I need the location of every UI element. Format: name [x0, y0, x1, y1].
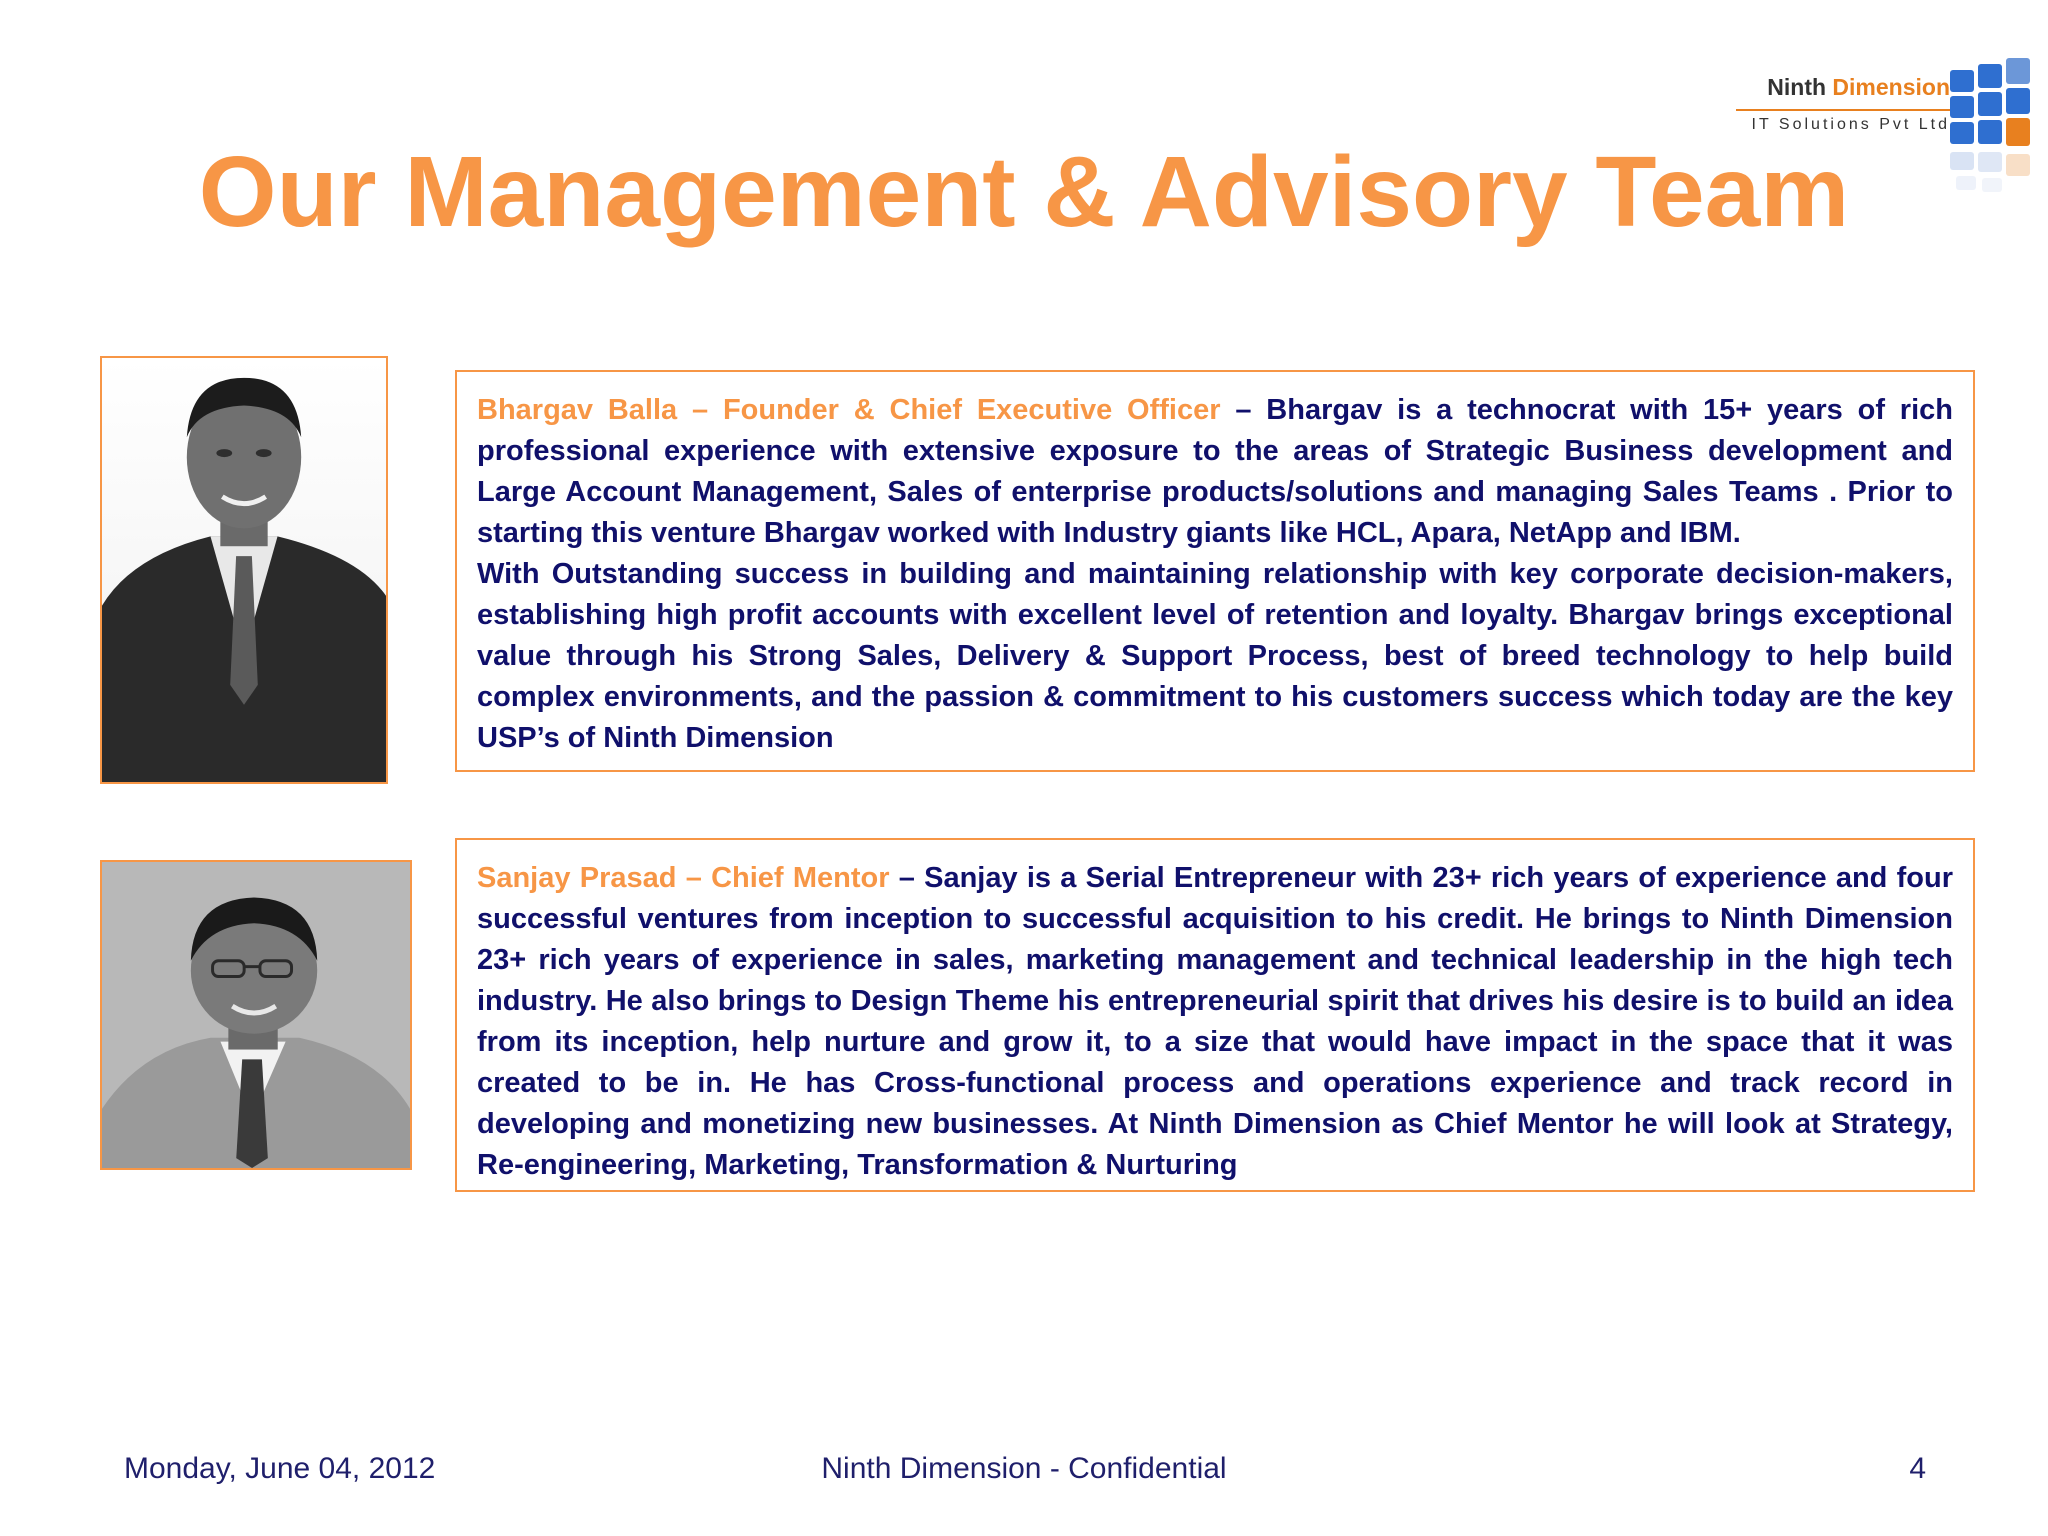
bio-box-bhargav: [455, 370, 1975, 772]
bio-text: Bhargav is a technocrat with 15+ years of rich professional experience with extensive exposure to the areas of Strategic Business development and Large Account Management, Sales of enterprise products/solutions and managing Sales Teams . Prior to starting this venture Bhargav worked with Industry giants like HCL, Apara, NetApp and IBM.: [477, 394, 1953, 549]
page-number: 4: [1909, 1452, 1926, 1485]
logo-name-part1: Ninth: [1767, 74, 1827, 100]
logo-divider: [1736, 109, 1950, 111]
bio-paragraph: [477, 858, 1953, 1186]
person-photo-icon: [102, 862, 410, 1168]
bio-paragraph: [477, 390, 1953, 554]
bio-text: Sanjay is a Serial Entrepreneur with 23+ rich years of experience and four successful ventures from inception to successful acquisition to his credit. He brings to Ninth Dimension 23+ rich years of experience in sales, marketing management and technical leadership in the high tech industry. He also brings to Design Theme his entrepreneurial spirit that drives his desire is to build an idea from its inception, help nurture and grow it, to a size that would have impact in the space that it was created to be in. He has Cross-functional process and operations experience and track record in developing and monetizing new businesses. At Ninth Dimension as Chief Mentor he will look at Strategy, Re-engineering, Marketing, Transformation & Nurturing: [477, 862, 1953, 1181]
footer-date: Monday, June 04, 2012: [124, 1452, 436, 1485]
logo-name-part2: Dimension: [1832, 74, 1950, 100]
page-title: Our Management & Advisory Team: [198, 136, 1850, 248]
member-photo-bhargav: [100, 356, 388, 784]
member-photo-sanjay: [100, 860, 412, 1170]
bio-paragraph: With Outstanding success in building and maintaining relationship with key corporate decision-makers, establishing high profit accounts with excellent level of retention and loyalty. Bhargav brings exceptional value through his Strong Sales, Delivery & Support Process, best of breed technology to help build complex environments, and the passion & commitment to his customers success which today are the key USP’s of Ninth Dimension: [477, 558, 1953, 754]
name-separator: –: [1220, 394, 1267, 426]
footer-confidential: Ninth Dimension - Confidential: [821, 1452, 1227, 1485]
member-name: Bhargav Balla – Founder & Chief Executive Officer: [477, 394, 1221, 426]
logo-name: [1736, 74, 1950, 101]
person-photo-icon: [102, 358, 386, 782]
logo-subtitle: IT Solutions Pvt Ltd: [1751, 116, 1950, 133]
bio-box-sanjay: [455, 838, 1975, 1192]
name-separator: –: [889, 862, 925, 894]
member-name: Sanjay Prasad – Chief Mentor: [477, 862, 890, 894]
